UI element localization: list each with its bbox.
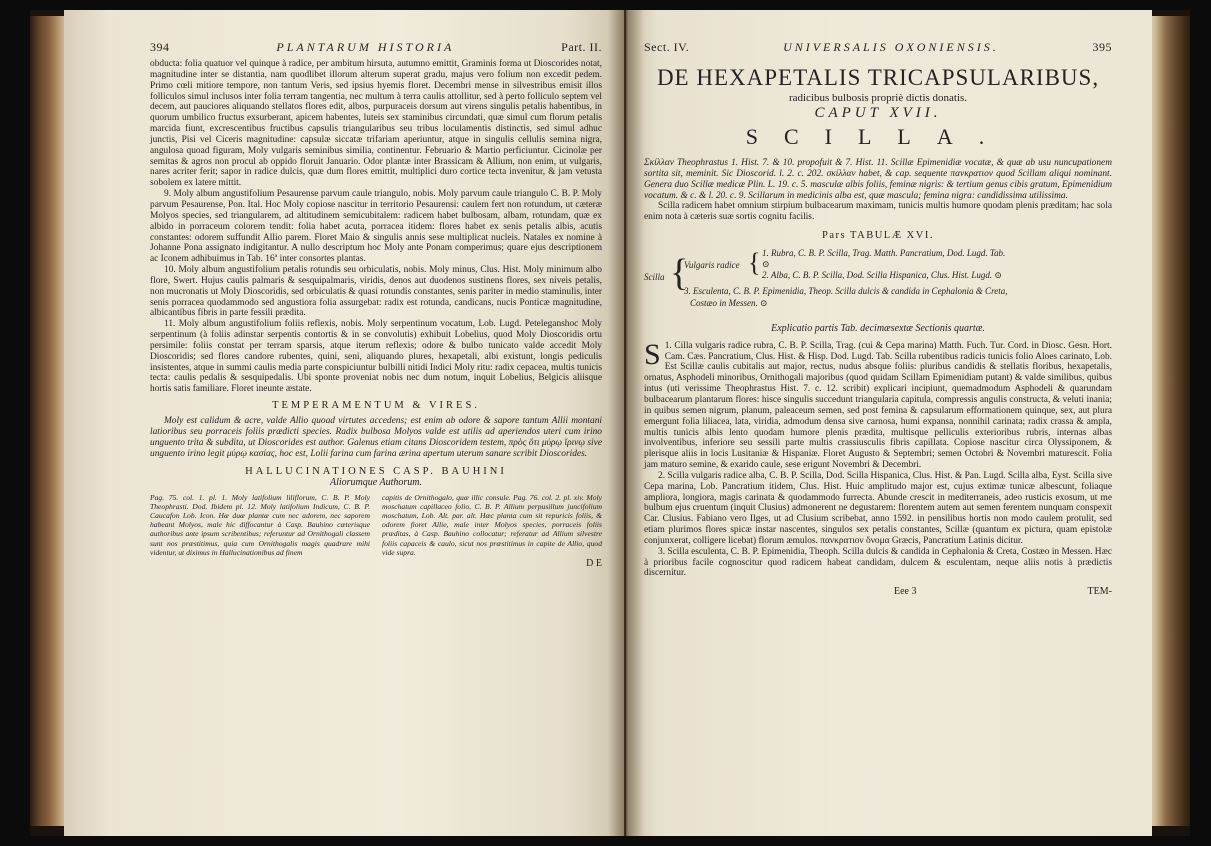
left-page-number: 394: [150, 40, 170, 54]
book-edge-right: [1150, 16, 1190, 826]
scilla-paragraph-2: 2. Scilla vulgaris radice alba, C. B. P. Scilla, Dod. Scilla Hispanica, Clus. Hist. & Pan. Lugd. Scilla alba, Eyst. Scilla sive Cepa marina, Lob. Pancratium itidem, Clus. Hist. Huic amplitudo major est, cujus extimæ tunicæ albescunt, foliaque ampliora, longiora, magis carinata & quodammodo furrecta. Abunde crescit in mediterraneis, adeo rusticis exosum, ut me bulbum ejus cruentum (inquit Clusius) admonerent ne degustarem: florentem autem aut semen ferentem nunquam conspexit Car. Clusius. Fabiano vero Ilges, ut ad Clusium scribebat, anno 1592. in pensilibus hortis non modo caulem protulit, sed etiam plurimos flores spicæ instar nascentes, singulos sex petalis constantes, Scillæ (quantum ex pictura, quam epistolæ conjunxerat, colligere licebat) florum æmulos. πανκρατιον ὄνομα Græcis, Pancratium Latinis dicitur.: [644, 470, 1112, 546]
scilla-paragraph-1: [644, 337, 1113, 471]
temperamentum-text: Moly est calidum & acre, valde Allio quoad virtutes accedens; est enim ab odore & sapore tantum Allii montani latioribus seu porraceis foliis prædicti species. Radix bulbosa Molyos valde est utilis ad aperiendos uteri cum irino unguento trita & subdita, ut Dioscorides est author. Galenus etiam citans Dioscoridem testem, πρὸς ὅτι μύρῳ ἴρινῳ sive unguento irino legit μύρῳ κασίας, hoc est, Lolii farina cum farina ærina apertum uterum sanare scribit Dioscorides.: [150, 416, 602, 459]
tree-item-3: 3. Esculenta, C. B. P. Epimenidia, Theop. Scilla dulcis & candida in Cephalonia & Creta,: [684, 285, 1008, 296]
right-running-title: UNIVERSALIS OXONIENSIS.: [783, 40, 999, 54]
paragraph-1-text: Cilla vulgaris radice rubra, C. B. P. Scilla, Trag. (cui & Cepa marina) Matth. Fuch. Tur. Cord. in Diosc. Gesn. Hort. Cam. Cæs. Pancratium, Clus. Hist. & Hisp. Dod. Lugd. Tab. Scilla rubentibus radicis tunicis folio Aloes carinato, Lob. Est Scillæ caulis cubitalis aut major, rectus, nudus absque foliis: pluribus candidis & stellatis floribus, hexapetalis, ornatus, Asphodeli minoribus, Ornithogali majoribus (quod quidam Scillam Epimenidiam putant) & valde similibus, quibus intus (uti verissime Theophrastus Hist. 7. c. 12. scribit) explicari incipiunt, quemadmodum Asphodeli & quarundam bulbacearum plantarum flores: hisce singulis succedunt triangularia capitula, compressis angulis constructa, & veluti inania; in quibus semen nigrum, planum, paleaceum semen, sed post femina & capsularum efformationem quinque, sex, aut plura emergunt folia liliacea, lata, viridia, admodum densa sive carnosa, humi expansa, nonnihil carinata; radix crassa & ampla, multis tunicis albis lento quodam humore plenis prædita, multisque pelliculis exterioribus rubris, internas albas involventibus, inferiore seu sessili parte multis crassiusculis fibris capillata. Copiose nascitur circa Olyssiponem, & plerisque aliis in locis Lusitaniæ & Hispaniæ. Floret Augusto & Septembri; semen Octobri & Novembri maturescit. Folia jam maturo semine, & exarido caule, sese erigunt Novembri & Decembri.: [644, 340, 1113, 471]
tree-item-1-mark: ⊙: [762, 258, 770, 269]
signature-mark: Eee 3: [894, 586, 917, 598]
left-paragraph-2: 10. Moly album angustifolium petalis rotundis seu orbiculatis, nobis. Moly minus, Clus. Hist. Moly minimum albo flore, Swert. Hujus caulis palmaris & sesquipalmaris, viridis, denos aut duodenos sustinens flores, sex niveis petalis, non mucronatis ut Moly Dioscoridis, sed orbiculatis & quasi rotundis constantes, senis pariter in medio staminulis, inter senis porracea quodammodo sed angustiora folia assurgebat: radix est rotunda, candicans, nucis Ponticæ magnitudine, albicantibus fibris in parte fessili prædita.: [150, 265, 602, 319]
right-body: [644, 158, 1112, 598]
intro-paragraph: Σκίλλαν Theophrastus 1. Hist. 7. & 10. propofuit & 7. Hist. 11. Scillæ Epimenidiæ vocatæ, & quæ ab usu nuncupationem sortita sit, meminit. Sic Dioscorid. l. 2. c. 202. σκίλλαν habet, & cap. sequente πανκρατιον quod Scillam aliqui nominant. Genera duo Scillæ medicæ Plin. L. 19. c. 5. masculæ albis foliis, feminæ nigris: & tertium genus cibis gratum, Epimenidium vocatum. & c. & l. 20. c. 9. Scillarum in medicinis alba est, quæ mascula; femina nigra: candidissima utilissima.: [644, 158, 1112, 201]
right-catchword: TEM-: [1087, 586, 1112, 598]
tree-item-1: 1. Rubra, C. B. P. Scilla, Trag. Matth. Pancratium, Dod. Lugd. Tab.: [762, 247, 1006, 258]
intro-paragraph-2: Scilla radicem habet omnium stirpium bulbacearum maximam, tunicis multis humore quodam plenis præditam; hac sola enim nota à cæteris suæ sortis cognitu facilis.: [644, 201, 1112, 223]
left-catchword: D E: [586, 557, 602, 569]
book-edge-left: [30, 16, 66, 826]
open-book: [30, 10, 1190, 836]
drop-cap: S: [644, 337, 661, 371]
caput-heading: CAPUT XVII.: [814, 105, 942, 121]
hallucinationes-subheading: Aliorumque Authorum.: [329, 477, 423, 489]
scilla-heading: SCILLA.: [745, 124, 1011, 149]
tree-root-label: Scilla: [644, 271, 665, 282]
hallucinationes-col-2: capitis de Ornithogalo, quæ illic consule. Pag. 76. col. 2. pl. xiv. Moly moschatum capillaceo folio, C. B. P. Allium perpusillum juncifolium moschatum, Lob. Alt. par. alt. Hæc planta cum sit repuricis foliis, & odorem fioret Allie, male inter Molyos species, porraceis foliis præditas, à Casp. Bauhino collocatur; referatur ad Allium silvestre foliis capaceis & caulo, sicut nos præstitimus in capite de Allio, quod vide supra.: [382, 493, 602, 557]
paragraph-1-number: 1.: [664, 340, 672, 351]
tree-brace-outer: {: [670, 251, 689, 294]
hallucinationes-col-1: Pag. 75. col. 1. pl. 1. Moly latifolium liliflorum, C. B. P. Moly Theophrasti. Dod. Ibidem pl. 12. Moly latifolium Indicum, C. B. P. Caucafon Lob. Icon. Hæ duæ plantæ cum nec adorem, nec saporem habeant Molyos, male hic diffocantur à Casp. Bauhino cæterisque authoribus ante ipsum scribentibus; referuntur ad Ornithogali classem sunt nos præstitimus, quia cum Ornithogalis magis quadrare mihi videntur, ut diximus in Hallucinationibus ad finem: [150, 493, 370, 557]
hallucinationes-columns: [150, 493, 602, 557]
left-paragraph-3: 11. Moly album angustifolium foliis reflexis, nobis. Moly serpentinum vocatum, Lob. Lugd. Peteleganshoc Moly serpentinum (à foliis adinstar serpentis contortis & in se convolutis) exhibuit Lobelius, quod Moly Dioscoridis ortu persimile: foliis constat per terram sparsis, atque iterum reflexis; odore & bulbo tunicato valde accedit Moly Dioscoridis; sed flores candore rubentes, quini, seni, aliquando plures, hexapetali, albi existunt, longis pediculis insistentes, atque in summi caulis media parte conspiciuntur bulbilli nitidi Indici Moly ritu: radix cepacea, multis tunicis tecta: caulis pedalis & sesquipedalis. Ubi sponte proveniat nobis nec dum notum, inquit Lobelius, Belgicis aliisque hortis satis familiare. Floret ineunte æstate.: [150, 319, 602, 395]
left-paragraph-1: 9. Moly album angustifolium Pesaurense parvum caule triangulo, nobis. Moly parvum caule triangulo C. B. P. Moly parvum Pesaurense, Pon. Ital. Hoc Moly copiose nascitur in territorio Pesaurensi: caulem fert non rotundum, ut cæteræ Molyos species, sed triangularem, ad altitudinem semicubitalem: radicem habet bulbosam, albam, rotundam, quæ ex albido in porraceum colorem tendit: folia habet acuta, porracea itidem: flores habet ex senis petalis albis, acutis constantes: odorem suffundit Allio parem. Floret Maio & singulis annis sese multiplicat nucleis. Natales ex nomine à Johanne Pona assignato indigitantur. A nullo descriptum hoc Moly ante Ponam comperimus; quare ejus descriptionem ac Iconem adhibuimus in Tab. 16ª inter consortes plantas.: [150, 189, 602, 265]
left-paragraph-0: obducta: folia quatuor vel quinque à radice, per ambitum hirsuta, autumno emittit, Graminis forma ut Dioscorides notat, magnitudine inter se distantia, nam quodlibet illorum alterum superat gradu, majus vero folium non excedit pedem. Primo cœli mitiore tempore, non tantum Veris, sed ipsius hyemis floret. Decembri mense in silvestribus emisit illos folliculos simul inclusos inter folia terram tangentia, nec multum à terra caulis attollitur, sed à perto folliculo septem vel decem, aut pauciores aliquando stellatos flores edit, albos, purpuraceis dorsum aut virens singulis petalis habentibus, in quorum umbilico fructus exsurberant, apicem habentes, luteis sex staminibus circundati, quæ simul cum florum petalis marcida fiunt, excrescentibus fructibus capsulis triangularibus seu tribus loculamentis distinctis, sed simul adhuc junctis, Pisi vel Ciceris magnitudine: capsulæ siccatæ trifariam aperiuntur, atque in singulis cellulis semina nigra, angulosa quoad figuram, Moly vulgaris seminibus similia, continentur. Februario & Martio perficiuntur. Cicinolæ per semitas & agros non procul ab oppido floruit Januario. Odor plantæ inter Brassicam & Allium, non enim, ut vulgaris, nares acriter ferit; sapor in radice dulcis, quæ dum flores emittit, multiplici duro cortice tecta invenitur, & jam vetusta sobolem ex latere mittit.: [150, 59, 602, 189]
left-page: [64, 10, 624, 836]
explicatio-heading: Explicatio partis Tab. decimæsextæ Sectionis quartæ.: [771, 322, 985, 334]
tree-brace-inner: {: [748, 247, 761, 277]
tree-item-2: 2. Alba, C. B. P. Scilla, Dod. Scilla Hispanica, Clus. Hist. Lugd. ⊙: [762, 269, 1002, 280]
hallucinationes-heading: HALLUCINATIONES CASP. BAUHINI: [245, 466, 507, 478]
pars-tabulae: Pars TABULÆ XVI.: [822, 230, 934, 242]
temperamentum-heading: TEMPERAMENTUM & VIRES.: [272, 400, 480, 412]
tree-vulgaris-label: Vulgaris radice: [684, 259, 740, 270]
scilla-paragraph-3: 3. Scilla esculenta, C. B. P. Epimenidia, Theoph. Scilla dulcis & candida in Cephalonia & Creta, Costæo in Messen. Hæc à prioribus facile cognoscitur quod radicem habeat candidam, dulcem & esculentam, neque aliis notis à prædictis discernitur.: [644, 546, 1112, 579]
left-running-head: [150, 40, 602, 55]
right-page-number: 395: [1092, 40, 1112, 54]
right-running-head: [644, 40, 1112, 55]
left-running-title: PLANTARUM HISTORIA: [276, 40, 455, 54]
right-footer: [644, 587, 1112, 598]
left-body: [150, 59, 602, 570]
right-section: Sect. IV.: [644, 40, 690, 54]
left-part: Part. II.: [561, 40, 602, 54]
book-gutter: [608, 10, 644, 836]
tree-item-3-cont: Costæo in Messen. ⊙: [690, 297, 768, 308]
classification-table: [644, 248, 1112, 314]
right-page: [626, 10, 1152, 836]
chapter-title: DE HEXAPETALIS TRICAPSULARIBUS,: [656, 65, 1100, 90]
chapter-subtitle: radicibus bulbosis propriè dictis donatis.: [788, 92, 968, 104]
